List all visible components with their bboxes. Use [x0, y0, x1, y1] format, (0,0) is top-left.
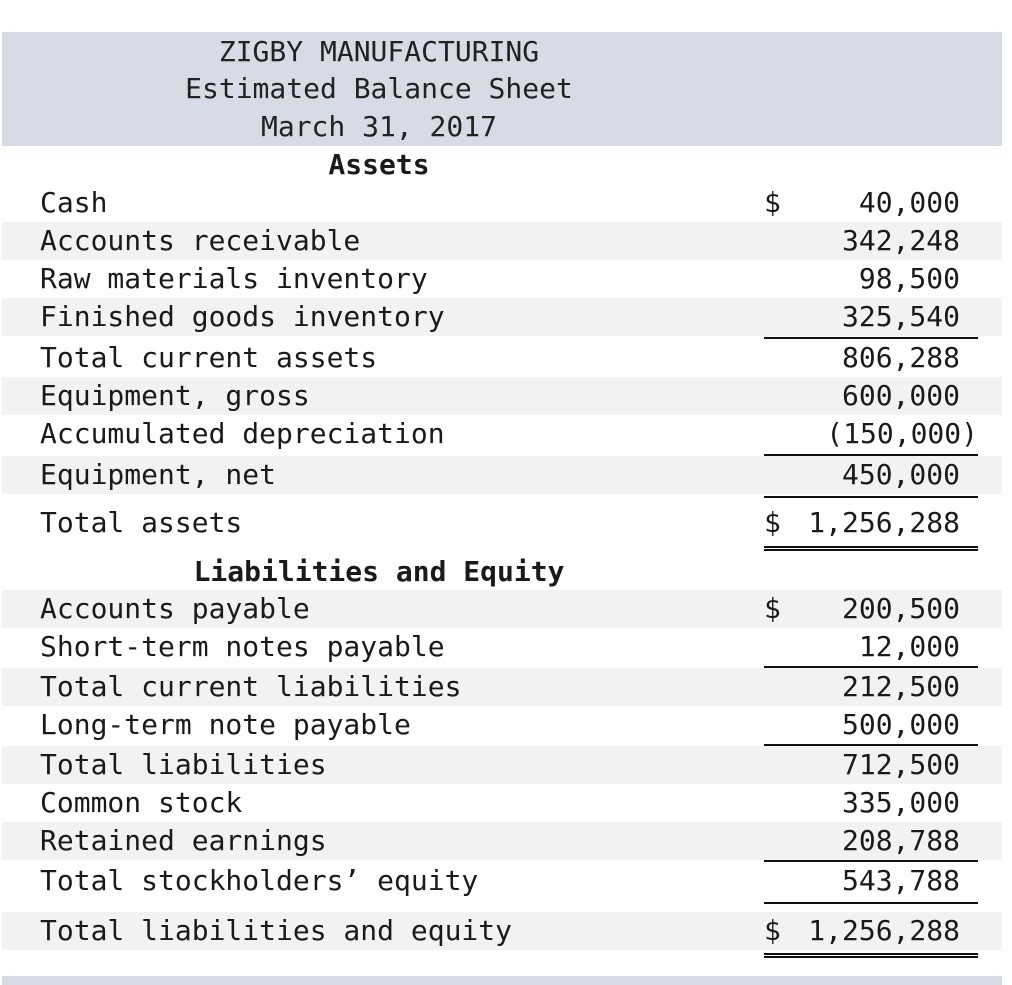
row-amount: 12,000	[858, 630, 960, 663]
row-label: Total liabilities	[40, 748, 327, 781]
table-row	[2, 746, 1002, 784]
row-label: Long-term note payable	[40, 708, 411, 741]
table-row	[2, 784, 1002, 822]
row-label: Total stockholders’ equity	[40, 864, 479, 897]
row-amount: 208,788	[841, 824, 960, 857]
table-row	[2, 415, 1002, 453]
table-row	[2, 862, 1002, 900]
row-label: Equipment, gross	[40, 379, 310, 412]
row-label: Cash	[40, 186, 108, 219]
row-label: Total assets	[40, 506, 243, 539]
row-amount: 450,000	[841, 458, 960, 491]
total-double-underline	[764, 953, 978, 958]
currency-symbol: $	[764, 186, 781, 219]
row-amount: 200,500	[841, 592, 960, 625]
currency-symbol: $	[764, 592, 781, 625]
table-row	[2, 184, 1002, 222]
row-amount: (150,000)	[826, 417, 978, 450]
row-amount: 543,788	[841, 864, 960, 897]
row-label: Total current assets	[40, 341, 378, 374]
row-label: Accounts receivable	[40, 224, 361, 257]
liabilities-heading: Liabilities and Equity	[193, 555, 565, 588]
row-amount: 1,256,288	[808, 506, 960, 539]
table-row	[2, 339, 1002, 377]
table-row	[2, 298, 1002, 336]
row-label: Accounts payable	[40, 592, 310, 625]
company-name: ZIGBY MANUFACTURING	[218, 35, 540, 68]
row-label: Raw materials inventory	[40, 262, 428, 295]
table-row	[2, 822, 1002, 860]
table-row	[2, 912, 1002, 950]
balance-sheet	[2, 32, 1002, 947]
row-label: Equipment, net	[40, 458, 277, 491]
row-label: Retained earnings	[40, 824, 327, 857]
statement-date: March 31, 2017	[260, 110, 497, 143]
row-label: Common stock	[40, 786, 243, 819]
subtotal-underline	[764, 902, 978, 904]
row-label: Total current liabilities	[40, 670, 462, 703]
table-row	[2, 628, 1002, 666]
total-double-underline	[764, 546, 978, 551]
assets-heading: Assets	[328, 148, 430, 181]
row-amount: 806,288	[841, 341, 960, 374]
statement-title: Estimated Balance Sheet	[185, 72, 573, 105]
row-label: Finished goods inventory	[40, 300, 445, 333]
row-amount: 500,000	[841, 708, 960, 741]
row-amount: 342,248	[841, 224, 960, 257]
row-label: Accumulated depreciation	[40, 417, 445, 450]
row-amount: 325,540	[841, 300, 960, 333]
table-row	[2, 456, 1002, 494]
table-row	[2, 590, 1002, 628]
row-label: Total liabilities and equity	[40, 914, 513, 947]
table-row	[2, 706, 1002, 744]
row-amount: 600,000	[841, 379, 960, 412]
footer-bar	[2, 976, 1002, 985]
row-amount: 98,500	[858, 262, 960, 295]
table-row	[2, 377, 1002, 415]
row-amount: 40,000	[858, 186, 960, 219]
statement-header	[2, 32, 1002, 146]
row-amount: 335,000	[841, 786, 960, 819]
currency-symbol: $	[764, 914, 781, 947]
currency-symbol: $	[764, 506, 781, 539]
row-label: Short-term notes payable	[40, 630, 445, 663]
subtotal-underline	[764, 496, 978, 498]
row-amount: 212,500	[841, 670, 960, 703]
table-row	[2, 222, 1002, 260]
table-row	[2, 668, 1002, 706]
table-row	[2, 260, 1002, 298]
table-row	[2, 504, 1002, 542]
row-amount: 1,256,288	[808, 914, 960, 947]
row-amount: 712,500	[841, 748, 960, 781]
